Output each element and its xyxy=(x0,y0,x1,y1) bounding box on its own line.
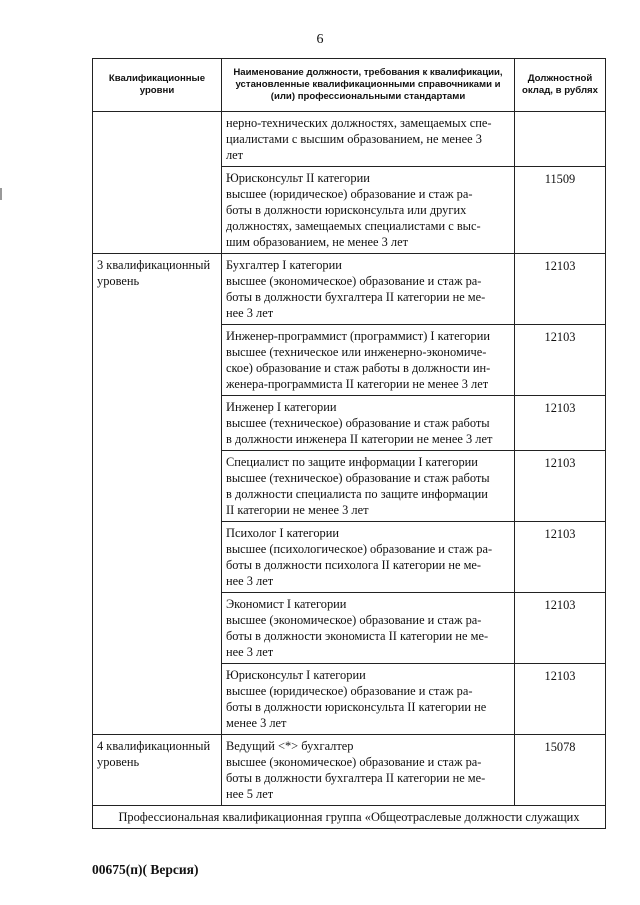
position-cell xyxy=(222,112,515,167)
header-position: Наименование должности, требования к квалификации, установленные квалификационными справочниками и (или) профессиональными стандартами xyxy=(222,59,515,112)
table-row xyxy=(93,254,606,325)
position-requirement: высшее (экономическое) образование и стаж ра- боты в должности экономиста II категории не ме- нее 3 лет xyxy=(226,613,489,659)
position-cell xyxy=(222,325,515,396)
position-requirement: высшее (юридическое) образование и стаж ра- боты в должности юрисконсульта или других должностях, замещаемых специалистами с выс- шим образованием, не менее 3 лет xyxy=(226,187,481,249)
position-requirement: высшее (техническое) образование и стаж работы в должности специалиста по защите информации II категории не менее 3 лет xyxy=(226,471,490,517)
position-title: Бухгалтер I категории xyxy=(226,258,342,272)
position-cell xyxy=(222,593,515,664)
salary-cell: 15078 xyxy=(515,735,606,806)
position-title: Инженер I категории xyxy=(226,400,337,414)
position-title: Специалист по защите информации I категории xyxy=(226,455,478,469)
group-heading: Профессиональная квалификационная группа «Общеотраслевые должности служащих xyxy=(93,806,606,829)
table-group-row xyxy=(93,806,606,829)
level-cell: 4 квалификационный уровень xyxy=(93,735,222,806)
position-cell xyxy=(222,396,515,451)
table-row xyxy=(93,112,606,167)
position-title: Психолог I категории xyxy=(226,526,339,540)
salary-cell: 12103 xyxy=(515,325,606,396)
position-title: Экономист I категории xyxy=(226,597,347,611)
document-code xyxy=(92,862,198,878)
position-requirement: высшее (психологическое) образование и стаж ра- боты в должности психолога II категории не ме- нее 3 лет xyxy=(226,542,493,588)
position-cell xyxy=(222,451,515,522)
position-title: Инженер-программист (программист) I категории xyxy=(226,329,491,343)
level-cell: 3 квалификационный уровень xyxy=(93,254,222,735)
header-level: Квалификационные уровни xyxy=(93,59,222,112)
salary-cell: 12103 xyxy=(515,522,606,593)
position-requirement: высшее (экономическое) образование и стаж ра- боты в должности бухгалтера II категории не ме- нее 5 лет xyxy=(226,755,486,801)
document-version: ( Версия) xyxy=(142,862,199,877)
table-row xyxy=(93,735,606,806)
salary-cell: 12103 xyxy=(515,451,606,522)
header-salary: Должностной оклад, в рублях xyxy=(515,59,606,112)
position-requirement: высшее (юридическое) образование и стаж ра- боты в должности юрисконсульта II категории не менее 3 лет xyxy=(226,684,487,730)
salary-cell: 12103 xyxy=(515,593,606,664)
salary-cell: 11509 xyxy=(515,167,606,254)
position-cell xyxy=(222,522,515,593)
position-title: Юрисконсульт II категории xyxy=(226,171,370,185)
salary-cell: 12103 xyxy=(515,396,606,451)
margin-mark xyxy=(0,188,2,200)
document-number: 00675(п) xyxy=(92,862,143,877)
level-cell xyxy=(93,112,222,254)
salary-cell: 12103 xyxy=(515,664,606,735)
position-cell xyxy=(222,167,515,254)
position-requirement: высшее (техническое) образование и стаж работы в должности инженера II категории не менее 3 лет xyxy=(226,416,493,446)
position-requirement: нерно-технических должностях, замещаемых спе- циалистами с высшим образованием, не менее 3 лет xyxy=(226,116,492,162)
page-number: 6 xyxy=(316,32,324,47)
position-title: Юрисконсульт I категории xyxy=(226,668,366,682)
salary-table xyxy=(92,58,606,829)
table-header-row xyxy=(93,59,606,112)
position-cell xyxy=(222,735,515,806)
position-requirement: высшее (техническое или инженерно-экономиче- ское) образование и стаж работы в должности ин- женера-программиста II категории не менее 3 лет xyxy=(226,345,491,391)
position-cell xyxy=(222,664,515,735)
position-requirement: высшее (экономическое) образование и стаж ра- боты в должности бухгалтера II категории не ме- нее 3 лет xyxy=(226,274,486,320)
position-cell xyxy=(222,254,515,325)
salary-cell: 12103 xyxy=(515,254,606,325)
salary-cell xyxy=(515,112,606,167)
position-title: Ведущий <*> бухгалтер xyxy=(226,739,354,753)
